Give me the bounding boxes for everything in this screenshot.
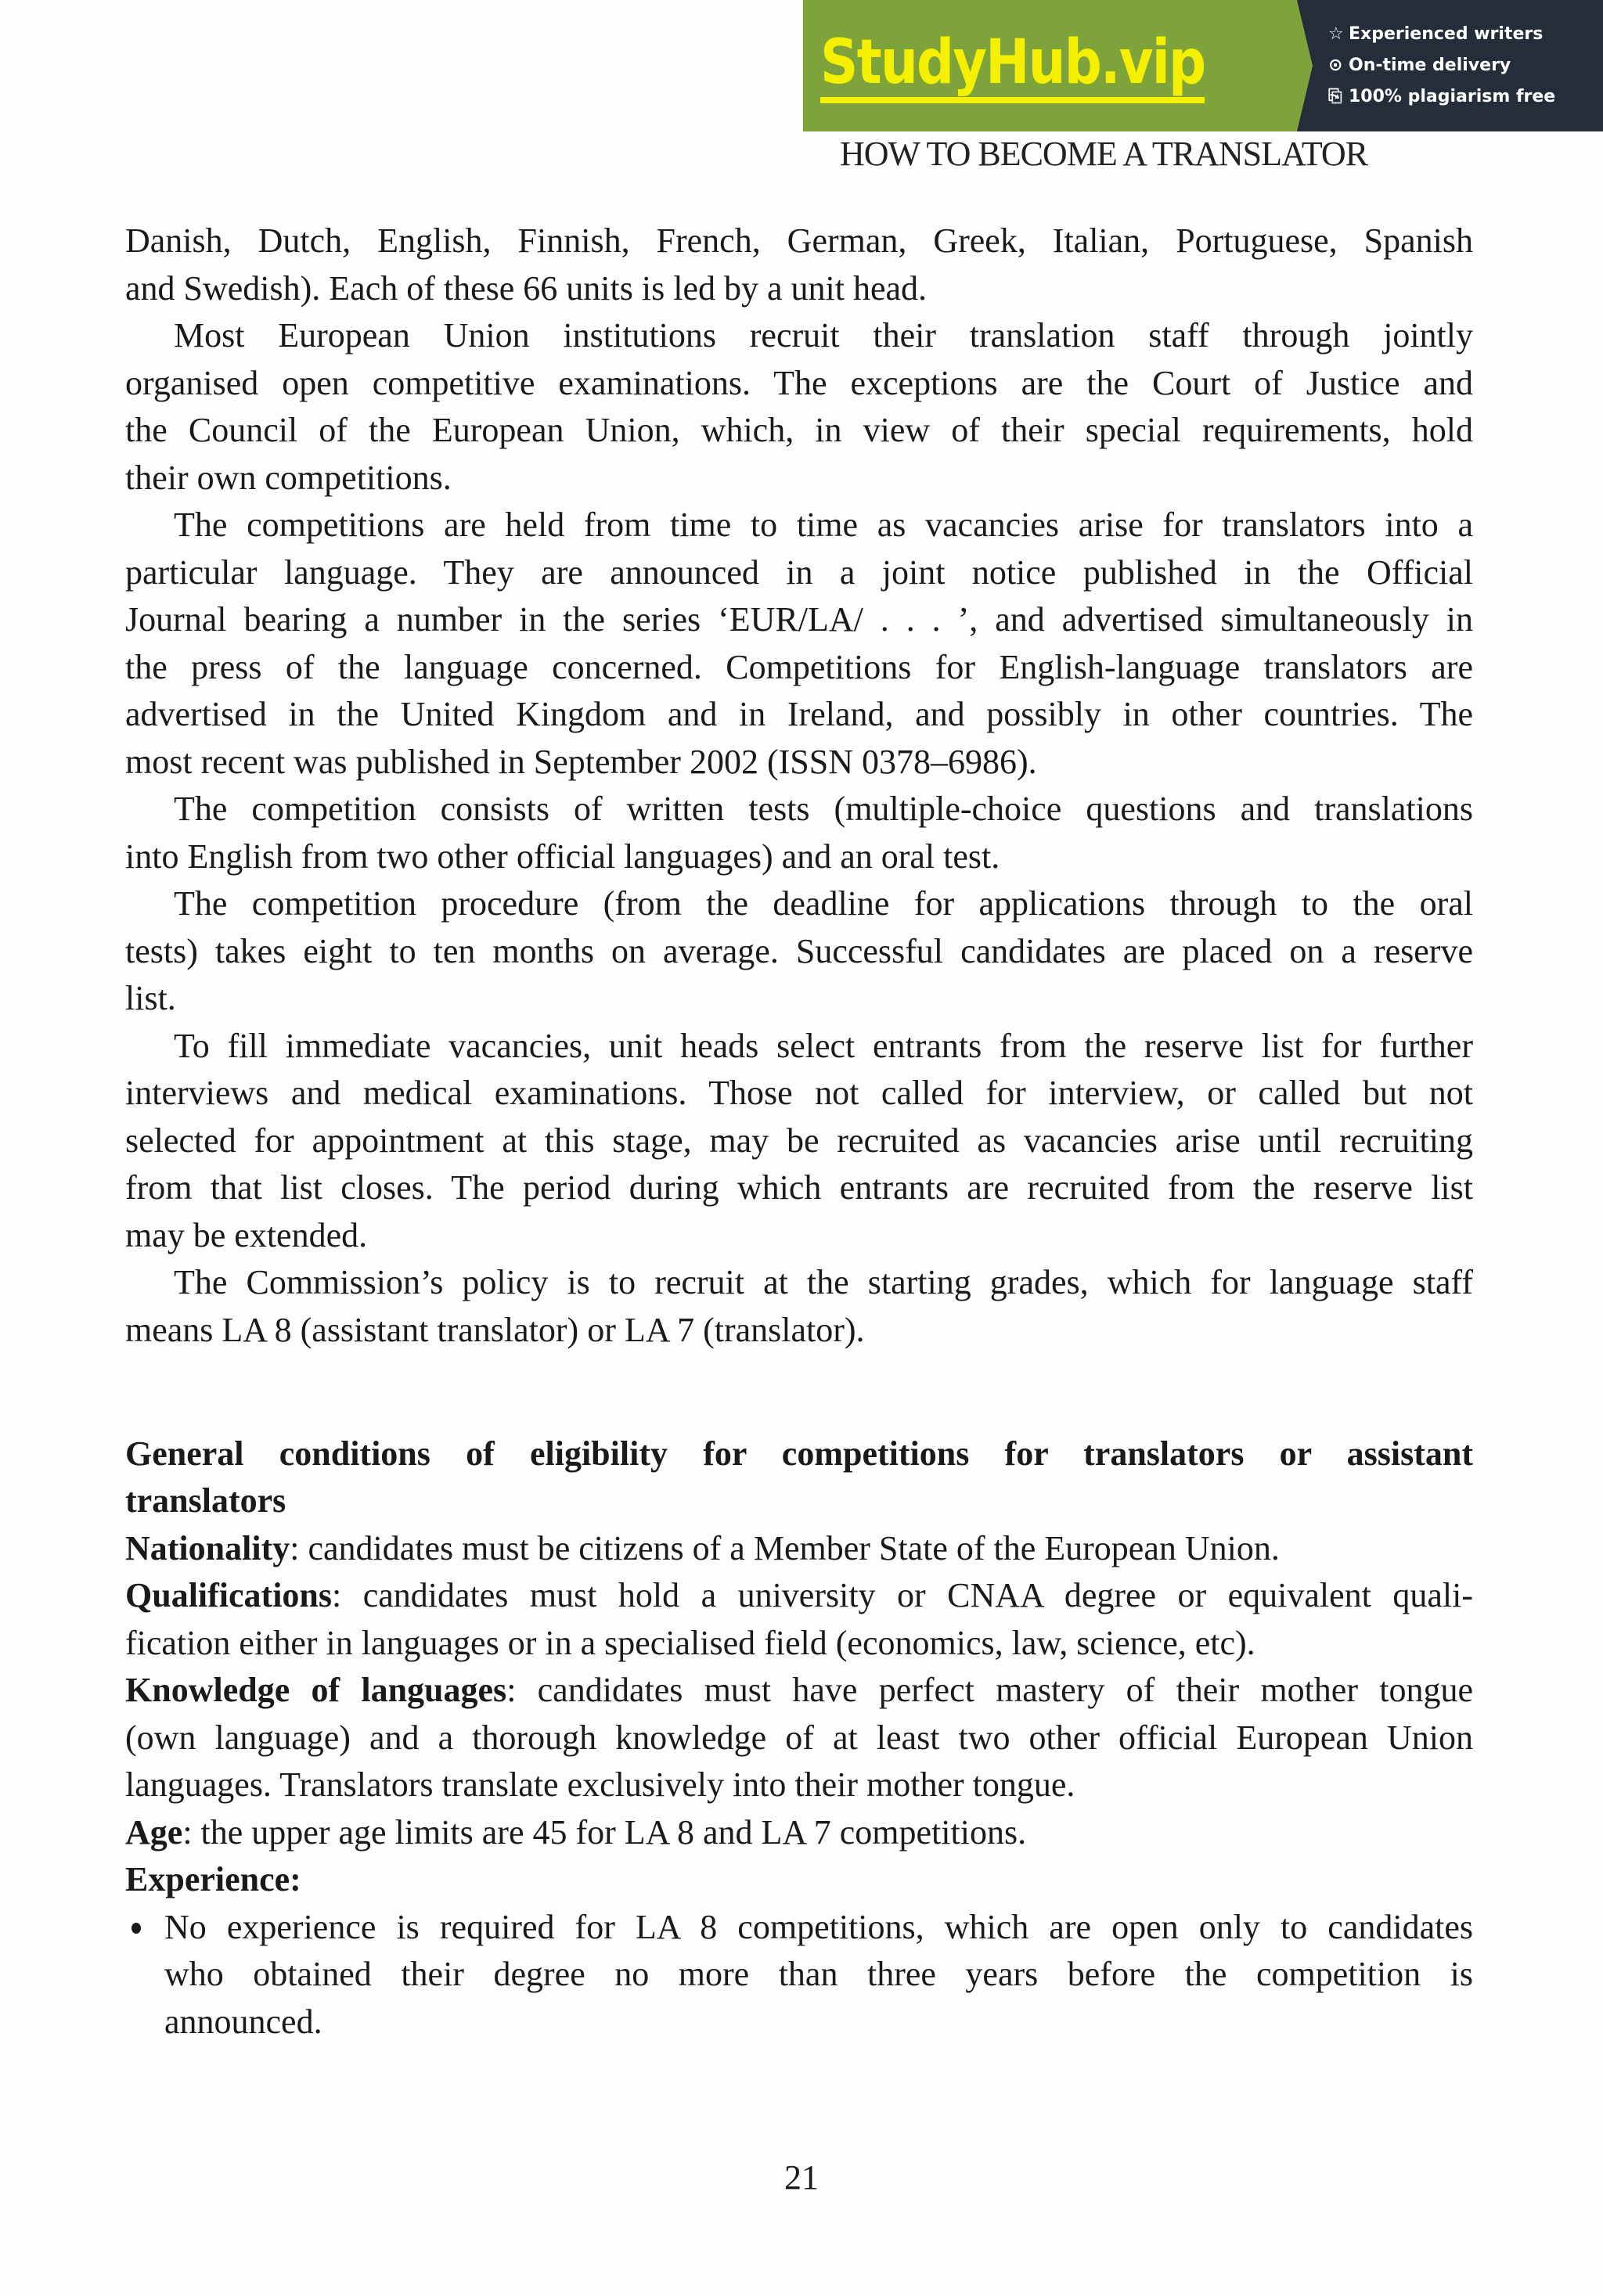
- text-line: particular language. They are announced in a joint notice published in the Official: [125, 552, 1473, 592]
- text-line: organised open competitive examinations. The exceptions are the Court of Justice and: [125, 363, 1473, 402]
- paragraph: [125, 1809, 1473, 1857]
- text-line: the press of the language concerned. Competitions for English-language translators are: [125, 647, 1473, 686]
- text-line: Knowledge of languages: candidates must have perfect mastery of their mother tongue: [125, 1671, 1473, 1709]
- feature-label: On-time delivery: [1349, 56, 1511, 75]
- text-line: from that list closes. The period during which entrants are recruited from the reserve list: [125, 1168, 1473, 1207]
- star-icon: ☆: [1328, 24, 1344, 44]
- text-line: Journal bearing a number in the series ‘EUR/LA/ . . . ’, and advertised simultaneously in: [125, 600, 1473, 639]
- text-line: who obtained their degree no more than three years before the competition is: [164, 1955, 1473, 1993]
- feature-on-time-delivery: [1328, 55, 1603, 77]
- text-line: [125, 1477, 1473, 1525]
- section-gap: [125, 1354, 1473, 1402]
- feature-label: 100% plagiarism free: [1349, 87, 1556, 106]
- text-line: selected for appointment at this stage, may be recruited as vacancies arise until recruiting: [125, 1121, 1473, 1160]
- bullet-item: [125, 1904, 1473, 2046]
- logo-area: [803, 0, 1297, 131]
- text-line: The competition procedure (from the deadline for applications through to the oral: [174, 884, 1473, 923]
- section-gap: [125, 1402, 1473, 1431]
- page-body: [125, 218, 1473, 2046]
- text-line: Age: the upper age limits are 45 for LA 8 and LA 7 competitions.: [125, 1812, 1027, 1852]
- text-line: Qualifications: candidates must hold a university or CNAA degree or equivalent quali-: [125, 1576, 1473, 1614]
- text-line: interviews and medical examinations. Those not called for interview, or called but not: [125, 1074, 1473, 1112]
- feature-experienced-writers: [1328, 23, 1603, 45]
- paragraph: [125, 1525, 1473, 1573]
- paragraph: [125, 1856, 1473, 1904]
- text-line: most recent was published in September 2002 (ISSN 0378–6986).: [125, 742, 1037, 781]
- text-line: Most European Union institutions recruit their translation staff through jointly: [174, 316, 1473, 354]
- text-line: Nationality: candidates must be citizens of a Member State of the European Union.: [125, 1528, 1280, 1567]
- text-line: announced.: [164, 2002, 322, 2041]
- studyhub-logo: StudyHub.vip: [820, 28, 1205, 103]
- text-line: Danish, Dutch, English, Finnish, French, German, Greek, Italian, Portuguese, Spanish: [125, 221, 1473, 260]
- section-heading: [125, 1431, 1473, 1525]
- text-line: advertised in the United Kingdom and in Ireland, and possibly in other countries. The: [125, 695, 1473, 733]
- paragraph: [125, 1259, 1473, 1354]
- text-line: and Swedish). Each of these 66 units is led by a unit head.: [125, 268, 928, 308]
- text-line: languages. Translators translate exclusively into their mother tongue.: [125, 1765, 1075, 1804]
- copy-icon: ⎘: [1328, 87, 1342, 106]
- heading-text: translators: [125, 1481, 286, 1520]
- page-number: 21: [784, 2158, 819, 2197]
- text-line: into English from two other official languages) and an oral test.: [125, 837, 1000, 876]
- paragraph: [125, 786, 1473, 880]
- text-line: tests) takes eight to ten months on average. Successful candidates are placed on a reserve: [125, 931, 1473, 970]
- text-line: (own language) and a thorough knowledge of at least two other official European Union: [125, 1718, 1473, 1757]
- text-line: their own competitions.: [125, 458, 452, 497]
- clock-icon: ⊙: [1328, 56, 1343, 75]
- text-line: means LA 8 (assistant translator) or LA 7 (translator).: [125, 1310, 865, 1349]
- text-line: list.: [125, 979, 176, 1017]
- text-line: fication either in languages or in a specialised field (economics, law, science, etc).: [125, 1623, 1255, 1662]
- paragraph: [125, 502, 1473, 786]
- text-line: No experience is required for LA 8 competitions, which are open only to candidates: [125, 1904, 1473, 1952]
- text-line: The competitions are held from time to time as vacancies arise for translators into a: [174, 506, 1473, 544]
- feature-plagiarism-free: [1328, 86, 1603, 108]
- paragraph: [125, 1667, 1473, 1809]
- bullet-icon: [131, 1923, 141, 1934]
- paragraph: [125, 880, 1473, 1023]
- term-label: Qualifications: [125, 1576, 333, 1614]
- text-line: may be extended.: [125, 1215, 368, 1254]
- text-line: The competition consists of written tests (multiple-choice questions and translations: [174, 790, 1473, 828]
- term-label: Experience:: [125, 1860, 301, 1898]
- text-line: [125, 1856, 1473, 1904]
- term-label: Age: [125, 1812, 183, 1852]
- term-label: Knowledge of languages: [125, 1671, 507, 1709]
- paragraph: [125, 1572, 1473, 1667]
- studyhub-ad-banner[interactable]: [803, 0, 1603, 131]
- text-line: The Commission’s policy is to recruit at the starting grades, which for language staff: [174, 1263, 1473, 1301]
- paragraph: [125, 1023, 1473, 1260]
- heading-text: General conditions of eligibility for competitions for translators or assistant: [125, 1434, 1473, 1473]
- paragraph: [125, 312, 1473, 502]
- arrow-decoration: [1297, 0, 1313, 131]
- running-head: HOW TO BECOME A TRANSLATOR: [840, 135, 1368, 173]
- term-label: Nationality: [125, 1528, 290, 1567]
- text-line: To fill immediate vacancies, unit heads select entrants from the reserve list for further: [174, 1026, 1473, 1065]
- feature-list: [1297, 0, 1603, 131]
- paragraph: [125, 218, 1473, 312]
- text-line: [125, 1431, 1473, 1478]
- text-line: the Council of the European Union, which, in view of their special requirements, hold: [125, 411, 1473, 449]
- feature-label: Experienced writers: [1349, 24, 1544, 44]
